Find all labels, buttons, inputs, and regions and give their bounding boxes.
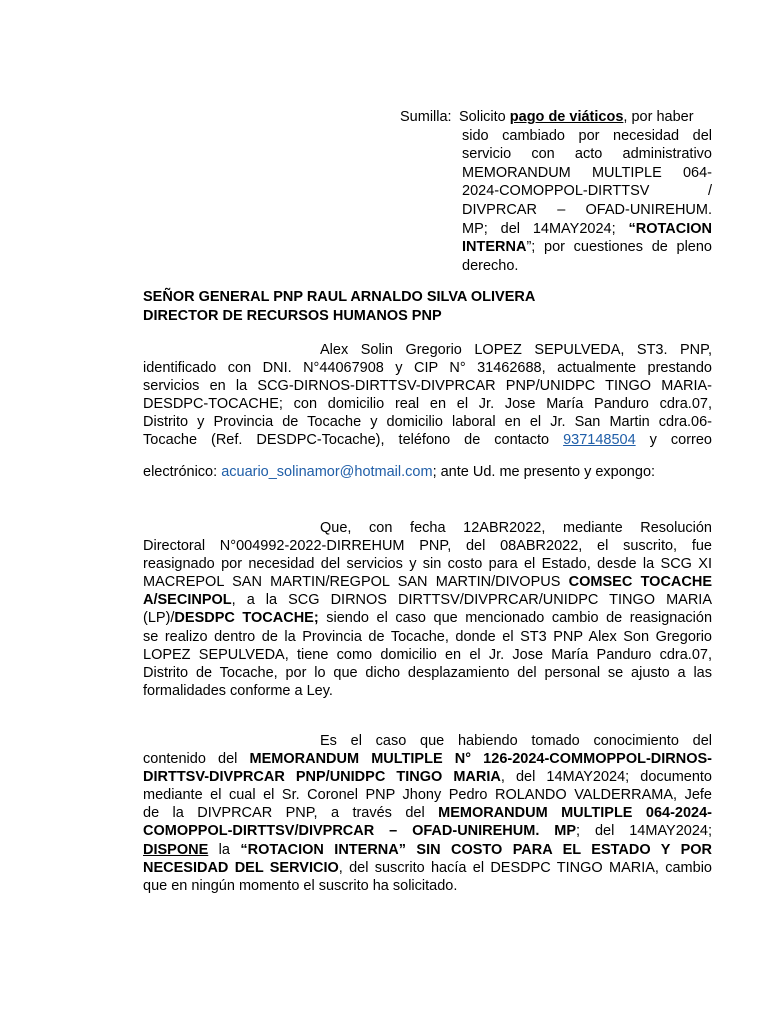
sumilla-line: Solicito pago de viáticos, por haber <box>459 109 694 125</box>
sumilla-label: Sumilla: <box>400 109 452 125</box>
paragraph-reassignment <box>143 519 712 700</box>
paragraph-line: Distrito de Tocache, por lo que dicho desplazamiento del personal se ajusto a las <box>143 664 712 681</box>
sumilla-row <box>0 127 768 146</box>
addressee-name: SEÑOR GENERAL PNP RAUL ARNALDO SILVA OLIVERA <box>143 289 536 305</box>
sumilla-row <box>0 182 768 201</box>
paragraph-line: DIRTTSV-DIVPRCAR PNP/UNIDPC TINGO MARIA, del 14MAY2024; documento <box>143 769 712 786</box>
sumilla-row <box>0 201 768 220</box>
paragraph-line: formalidades conforme a Ley. <box>143 682 333 699</box>
paragraph-line: Alex Solin Gregorio LOPEZ SEPULVEDA, ST3. PNP, <box>320 342 712 358</box>
paragraph-line: NECESIDAD DEL SERVICIO, del suscrito hacía el DESDPC TINGO MARIA, cambio <box>143 859 712 876</box>
paragraph-line: Es el caso que habiendo tomado conocimiento del <box>320 733 712 749</box>
sumilla-row <box>0 238 768 257</box>
sumilla-block <box>0 108 768 275</box>
phone-link[interactable]: 937148504 <box>563 432 636 449</box>
paragraph-line: DISPONE la “ROTACION INTERNA” SIN COSTO PARA EL ESTADO Y POR <box>143 841 713 858</box>
paragraph-line: contenido del MEMORANDUM MULTIPLE N° 126-2024-COMMOPPOL-DIRNOS- <box>143 751 713 768</box>
intro-paragraph <box>143 341 712 450</box>
paragraph-line: (LP)/DESDPC TOCACHE; siendo el caso que mencionado cambio de reasignación <box>143 610 713 627</box>
paragraph-line: A/SECINPOL, a la SCG DIRNOS DIRTTSV/DIVPRCAR/UNIDPC TINGO MARIA <box>143 592 712 609</box>
paragraph-line: identificado con DNI. N°44067908 y CIP N° 31462688, actualmente prestando <box>143 360 712 377</box>
paragraph-line: Que, con fecha 12ABR2022, mediante Resolución <box>320 520 712 536</box>
paragraph-line: mediante el cual el Sr. Coronel PNP Jhony Pedro ROLANDO VALDERRAMA, Jefe <box>143 787 712 804</box>
intro-email-line <box>143 463 712 481</box>
paragraph-line: LOPEZ SEPULVEDA, tiene como domicilio en el Jr. Jose María Panduro cdra.07, <box>143 646 712 663</box>
paragraph-line: MACREPOL SAN MARTIN/REGPOL SAN MARTIN/DIVOPUS COMSEC TOCACHE <box>143 574 712 591</box>
sumilla-line: derecho. <box>462 257 519 274</box>
sumilla-line: MP; del 14MAY2024; “ROTACION <box>462 220 712 237</box>
paragraph-line: Distrito y Provincia de Tocache y domicilio laboral en el Jr. San Martin cdra.06- <box>143 414 712 431</box>
addressee-title: DIRECTOR DE RECURSOS HUMANOS PNP <box>143 307 442 324</box>
sumilla-row <box>0 220 768 239</box>
paragraph-line: servicios en la SCG-DIRNOS-DIRTTSV-DIVPRCAR PNP/UNIDPC TINGO MARIA- <box>143 378 712 395</box>
paragraph-line: Directoral N°004992-2022-DIRREHUM PNP, del 08ABR2022, el suscrito, fue <box>143 538 712 555</box>
paragraph-line: reasignado por necesidad del servicios y sin costo para el Estado, desde la SCG XI <box>143 556 712 573</box>
paragraph-line: se realizo dentro de la Provincia de Tocache, donde el ST3 PNP Alex Son Gregorio <box>143 628 712 645</box>
paragraph-line: COMOPPOL-DIRTTSV/DIVPRCAR – OFAD-UNIREHUM. MP; del 14MAY2024; <box>143 823 712 840</box>
paragraph-line: electrónico: acuario_solinamor@hotmail.com; ante Ud. me presento y expongo: <box>143 464 656 480</box>
sumilla-line: INTERNA”; por cuestiones de pleno <box>462 239 712 256</box>
paragraph-line: DESDPC-TOCACHE; con domicilio real en el Jr. Jose María Panduro cdra.07, <box>143 396 712 413</box>
sumilla-line: 2024-COMOPPOL-DIRTTSV / <box>462 183 712 200</box>
sumilla-line: DIVPRCAR – OFAD-UNIREHUM. <box>462 201 712 218</box>
sumilla-subject: pago de viáticos <box>509 109 624 125</box>
sumilla-line: sido cambiado por necesidad del <box>462 127 712 144</box>
sumilla-row <box>0 164 768 183</box>
sumilla-row <box>0 257 768 276</box>
paragraph-line: Tocache (Ref. DESDPC-Tocache), teléfono de contacto 937148504 y correo <box>143 432 712 449</box>
addressee-block <box>143 288 713 325</box>
sumilla-line: servicio con acto administrativo <box>462 146 712 163</box>
paragraph-memorandum <box>143 732 712 895</box>
sumilla-row <box>0 145 768 164</box>
email-link[interactable]: acuario_solinamor@hotmail.com <box>221 464 433 480</box>
sumilla-line: MEMORANDUM MULTIPLE 064- <box>462 164 712 181</box>
paragraph-line: que en ningún momento el suscrito ha solicitado. <box>143 877 458 894</box>
paragraph-line: de la DIVPRCAR PNP, a través del MEMORANDUM MULTIPLE 064-2024- <box>143 805 713 822</box>
sumilla-row <box>0 108 768 127</box>
